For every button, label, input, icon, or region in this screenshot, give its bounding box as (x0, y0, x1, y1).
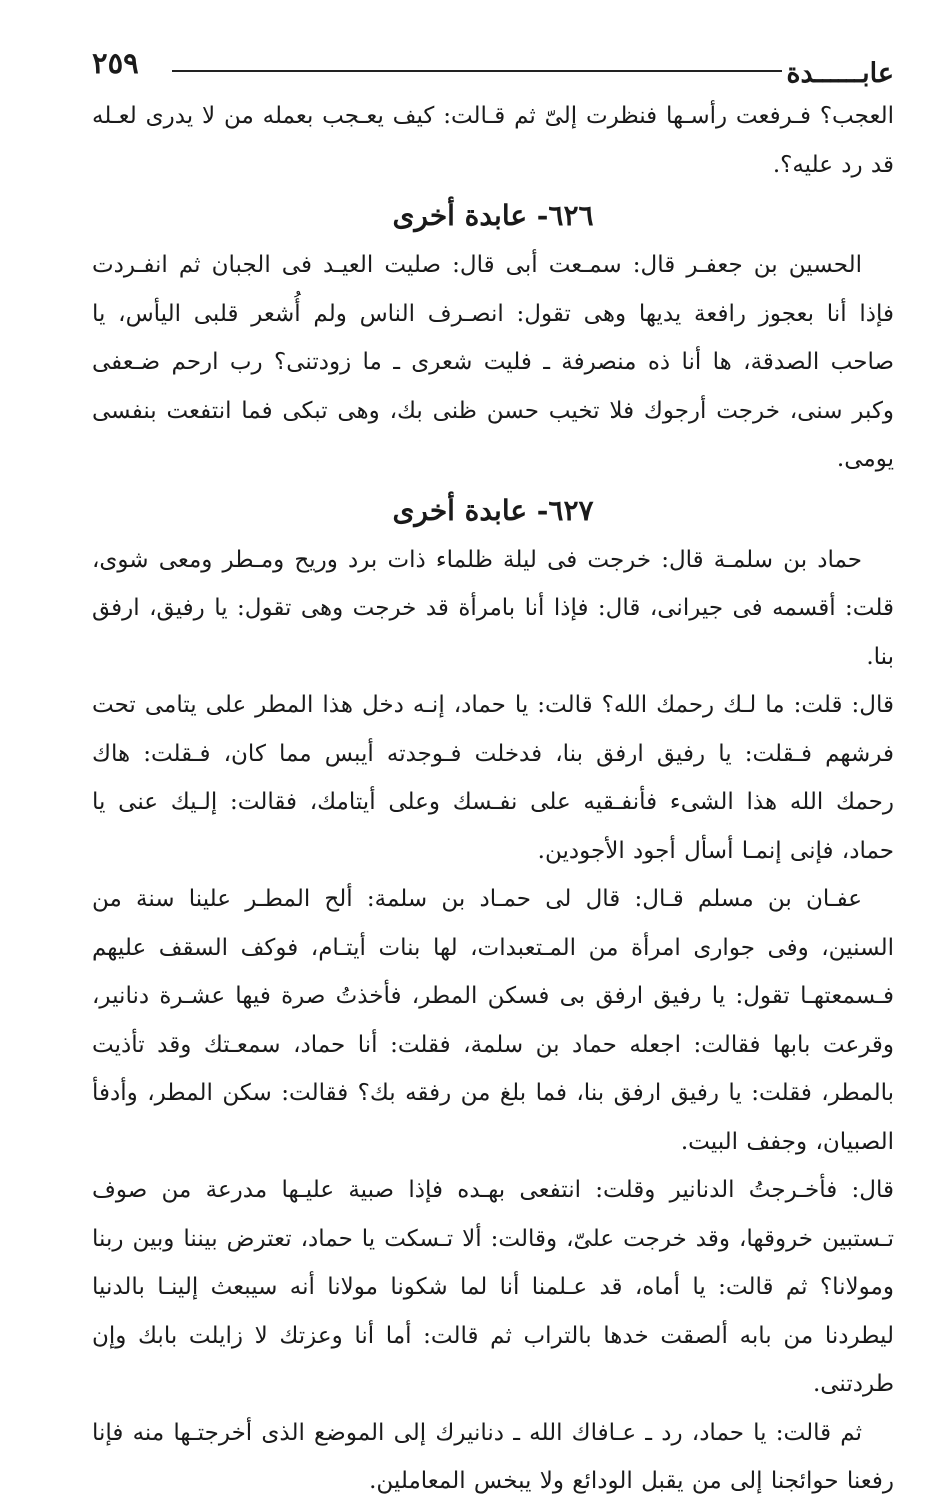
paragraph-continuation: العجب؟ فـرفعت رأسـها فنظرت إلىّ ثم قـالت: كيف يعـجب بعمله من لا يدرى لعـله قد رد عليه؟. (92, 103, 894, 178)
page-number: ٢٥٩ (92, 46, 139, 80)
paragraph-orphans: قال: قلت: ما لـك رحمك الله؟ قالت: يا حماد، إنـه دخل هذا المطر على يتامى تحت فرشهم فـقلت: يا رفيق ارفق بنا، فدخلت فـوجدته أيبس مما كان، فـقلت: هاك رحمك الله هذا الشىء فأنفـقيه على نفـسك وعلى أيتامك، فقالت: إلـيك عنى يا حماد، فإنى إنمـا أسأل أجود الأجودين. (92, 692, 894, 864)
paragraph-return: ثم قالت: يا حماد، رد ـ عـافاك الله ـ دنانيرك إلى الموضع الذى أخرجتـها منه فإنا رفعنا حوائجنا إلى من يقبل الودائع ولا يبخس المعاملين. (92, 1419, 894, 1494)
section-heading-626: ٦٢٦- عابدة أخرى (392, 199, 594, 232)
paragraph-hammad-night: حماد بن سلمـة قال: خرجت فى ليلة ظلماء ذات برد وريح ومـطر ومعى شوى، قلت: أقسمه فى جيرانى، قال: فإذا أنا بامرأة قد خرجت وهى تقول: يا رفيق، ارفق بنا. (92, 546, 894, 670)
header-rule (172, 70, 782, 72)
paragraph-affan: عفـان بن مسلم قـال: قال لى حمـاد بن سلمة: ألح المطـر علينا سنة من السنين، وفى جوارى امرأة من المـتعبدات، لها بنات أيتـام، فوكف السقف عليهم فـسمعتهـا تقول: يا رفيق ارفق بى فسكن المطر، فأخذتُ صرة فيها عشـرة دنانير، وقرعت بابها فقالت: اجعله حماد بن سلمة، فقلت: أنا حماد، سمعـتك وقد تأذيت بالمطر، فقلت: يا رفيق ارفق بنا، فما بلغ من رفقه بك؟ فقالت: سكن المطر، وأدفأ الصبيان، وجفف البيت. (92, 886, 894, 1155)
paragraph-dinars: قال: فأخـرجتُ الدنانير وقلت: انتفعى بهـده فإذا صبية عليـها مدرعة من صوف تـستبين خروقها، وقد خرجت علىّ، وقالت: ألا تـسكت يا حماد، تعترض بيننا وبين ربنا ومولانا؟ ثم قالت: يا أماه، قد عـلمنا أنا لما شكونا مولانا أنه سيبعث إلينـا بالدنيا ليطردنا من بابه ألصقت خدها بالتراب ثم قالت: أما أنا وعزتك لا زايلت بابك وإن طردتنى. (92, 1177, 894, 1397)
header-title: عابــــــدة (786, 58, 894, 89)
running-header (92, 48, 894, 88)
paragraph-al-husayn: الحسين بن جعفـر قال: سمـعت أبى قال: صليت العيـد فى الجبان ثم انفـردت فإذا أنا بعجوز رافعة يديها وهى تقول: انصـرف الناس ولم أُشعر قلبى اليأس، يا صاحب الصدقة، ها أنا ذه منصرفة ـ فليت شعرى ـ ما زودتنى؟ رب ارحم ضـعفى وكبر سنى، خرجت أرجوك فلا تخيب حسن ظنى بك، وهى تبكى فما انتفعت بنفسى يومى. (92, 252, 894, 472)
section-heading-627: ٦٢٧- عابدة أخرى (392, 493, 594, 527)
